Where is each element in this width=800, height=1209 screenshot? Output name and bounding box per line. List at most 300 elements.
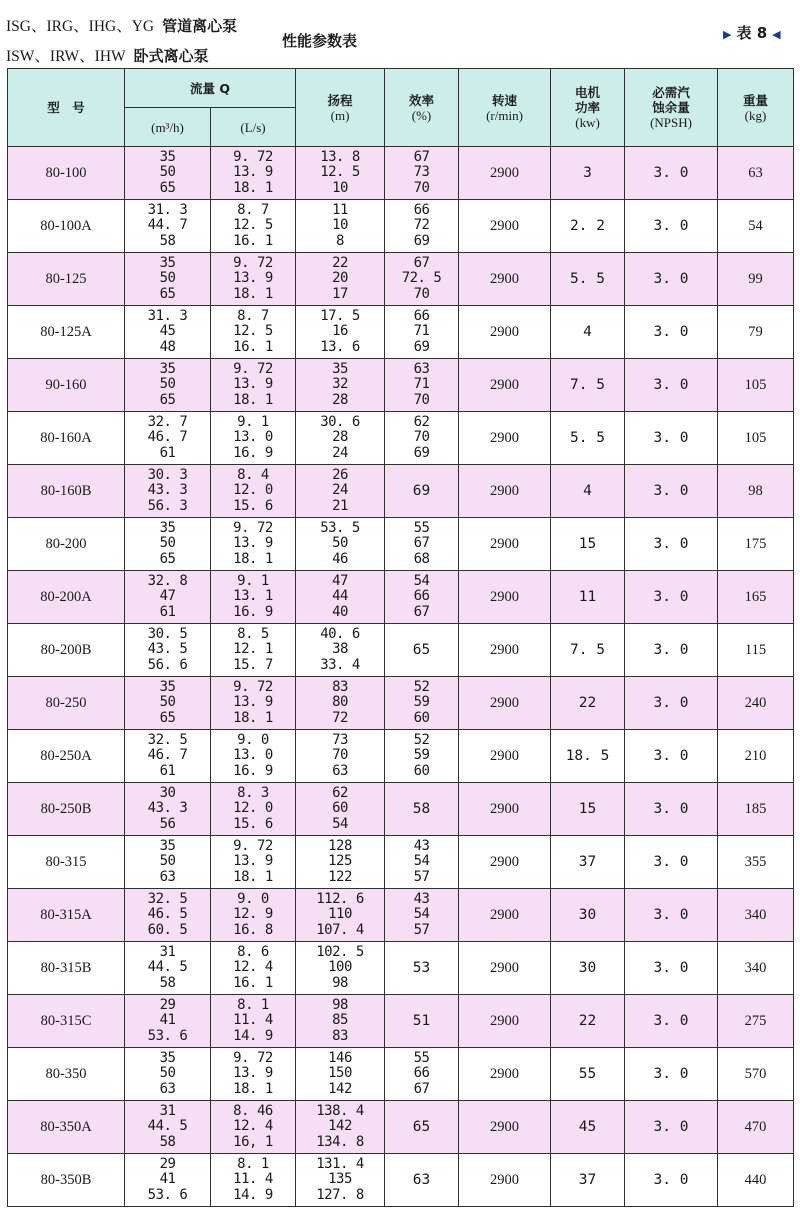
- cell-npsh: 3. 0: [625, 730, 718, 783]
- cell-npsh: 3. 0: [625, 147, 718, 200]
- cell-flow-ls-value: 16. 9: [233, 444, 273, 461]
- cell-flow-ls: [211, 1154, 296, 1207]
- cell-flow-ls-value: 15. 6: [233, 815, 273, 832]
- col-weight: [718, 69, 794, 147]
- cell-weight: 470: [718, 1101, 794, 1154]
- col-flow-ls: (L/s): [211, 108, 296, 147]
- cell-flow-ls-value: 11. 4: [233, 1171, 273, 1188]
- cell-flow-ls-value: 14. 9: [233, 1027, 273, 1044]
- cell-npsh: 3. 0: [625, 836, 718, 889]
- cell-power: 5. 5: [551, 412, 625, 465]
- cell-npsh: 3. 0: [625, 1154, 718, 1207]
- cell-flow-ls-value: 8. 7: [237, 201, 269, 218]
- cell-head: [296, 836, 385, 889]
- cell-model: 80-350A: [8, 1101, 125, 1154]
- table-row: [8, 677, 794, 730]
- cell-efficiency-value: 54: [413, 906, 430, 923]
- cell-head-value: 28: [332, 391, 348, 408]
- cell-flow-m3h: [125, 995, 211, 1048]
- table-row: [8, 518, 794, 571]
- cell-efficiency: 63: [385, 1154, 459, 1207]
- cell-flow-ls: [211, 1048, 296, 1101]
- cell-head-value: 40: [332, 603, 348, 620]
- cell-flow-ls-value: 8. 5: [237, 625, 269, 642]
- cell-head-value: 44: [332, 588, 348, 605]
- cell-flow-ls-value: 16. 9: [233, 762, 273, 779]
- cell-flow-m3h-value: 31: [159, 1102, 176, 1119]
- cell-head-value: 80: [332, 694, 348, 711]
- cell-weight: 340: [718, 942, 794, 995]
- cell-weight: 54: [718, 200, 794, 253]
- cell-npsh: 3. 0: [625, 889, 718, 942]
- cell-flow-ls-value: 11. 4: [233, 1012, 273, 1029]
- cell-flow-m3h-value: 43. 5: [147, 641, 188, 658]
- cell-speed: 2900: [459, 200, 551, 253]
- cell-npsh: 3. 0: [625, 518, 718, 571]
- cell-flow-m3h-value: 61: [159, 444, 176, 461]
- document-title: 性能参数表: [282, 32, 358, 50]
- cell-flow-ls-value: 13. 0: [233, 747, 273, 764]
- cell-flow-m3h-value: 30. 3: [147, 466, 188, 483]
- cell-weight: 63: [718, 147, 794, 200]
- cell-flow-m3h-value: 46. 5: [147, 906, 188, 923]
- cell-flow-ls-value: 13. 9: [233, 1065, 273, 1082]
- table-row: [8, 571, 794, 624]
- table-row: [8, 624, 794, 677]
- cell-efficiency-value: 43: [413, 837, 430, 854]
- table-row: [8, 465, 794, 518]
- cell-efficiency-value: 66: [413, 307, 430, 324]
- cell-efficiency-value: 57: [413, 868, 430, 885]
- cell-speed: 2900: [459, 571, 551, 624]
- cell-flow-m3h-value: 44. 5: [147, 1118, 188, 1135]
- cell-flow-m3h-value: 35: [159, 1049, 176, 1066]
- cell-head-value: 125: [328, 853, 352, 870]
- cell-flow-m3h-value: 65: [159, 709, 176, 726]
- cell-flow-ls-value: 8. 7: [237, 307, 269, 324]
- cell-model: 80-200: [8, 518, 125, 571]
- cell-head-value: 98: [332, 996, 348, 1013]
- cell-head-value: 142: [328, 1080, 352, 1097]
- cell-weight: 210: [718, 730, 794, 783]
- cell-npsh: 3. 0: [625, 571, 718, 624]
- cell-flow-m3h-value: 65: [159, 391, 176, 408]
- cell-flow-ls: [211, 836, 296, 889]
- cell-flow-m3h-value: 56: [159, 815, 176, 832]
- cell-head-value: 28: [332, 429, 348, 446]
- cell-flow-ls-value: 9. 72: [233, 837, 273, 854]
- cell-efficiency: [385, 147, 459, 200]
- cell-flow-ls-value: 8. 4: [237, 466, 269, 483]
- col-efficiency: [385, 69, 459, 147]
- cell-head: [296, 783, 385, 836]
- cell-flow-m3h-value: 45: [159, 323, 176, 340]
- cell-npsh: 3. 0: [625, 359, 718, 412]
- cell-power: 37: [551, 1154, 625, 1207]
- cell-flow-m3h-value: 50: [159, 1065, 176, 1082]
- cell-efficiency: [385, 571, 459, 624]
- table-row: [8, 253, 794, 306]
- cell-flow-m3h-value: 47: [159, 588, 176, 605]
- cell-efficiency-value: 54: [413, 853, 430, 870]
- table-row: [8, 942, 794, 995]
- cell-power: 22: [551, 677, 625, 730]
- cell-head-value: 47: [332, 572, 348, 589]
- cell-weight: 165: [718, 571, 794, 624]
- cell-weight: 105: [718, 412, 794, 465]
- cell-speed: 2900: [459, 518, 551, 571]
- cell-efficiency-value: 67: [413, 148, 430, 165]
- cell-flow-ls-value: 13. 9: [233, 853, 273, 870]
- cell-head: [296, 571, 385, 624]
- cell-head-value: 112. 6: [316, 890, 364, 907]
- cell-flow-m3h: [125, 465, 211, 518]
- col-head-label: 扬程: [327, 92, 353, 108]
- cell-flow-m3h-value: 65: [159, 285, 176, 302]
- cell-flow-ls-value: 16, 1: [233, 1133, 273, 1150]
- cell-speed: 2900: [459, 1154, 551, 1207]
- cell-head-value: 10: [332, 179, 348, 196]
- cell-power: 3: [551, 147, 625, 200]
- cell-efficiency-value: 68: [413, 550, 430, 567]
- cell-efficiency: [385, 730, 459, 783]
- cell-efficiency-value: 67: [413, 603, 430, 620]
- cell-efficiency-value: 66: [413, 1065, 430, 1082]
- cell-efficiency: [385, 412, 459, 465]
- cell-flow-m3h-value: 65: [159, 179, 176, 196]
- cell-flow-ls: [211, 889, 296, 942]
- cell-flow-m3h-value: 43. 3: [147, 482, 188, 499]
- cell-efficiency-value: 72: [413, 217, 430, 234]
- cell-head: [296, 147, 385, 200]
- cell-flow-m3h-value: 35: [159, 678, 176, 695]
- cell-flow-m3h: [125, 518, 211, 571]
- cell-head-value: 110: [328, 906, 352, 923]
- cell-flow-ls-value: 18. 1: [233, 1080, 273, 1097]
- cell-flow-m3h-value: 30: [159, 784, 176, 801]
- table-row: [8, 359, 794, 412]
- cell-flow-m3h-value: 41: [159, 1012, 176, 1029]
- cell-flow-ls: [211, 730, 296, 783]
- cell-flow-m3h-value: 65: [159, 550, 176, 567]
- cell-npsh: 3. 0: [625, 200, 718, 253]
- cell-head: [296, 1101, 385, 1154]
- cell-flow-ls-value: 12. 5: [233, 323, 273, 340]
- cell-head-value: 98: [332, 974, 348, 991]
- cell-flow-ls: [211, 995, 296, 1048]
- cell-flow-ls-value: 16. 8: [233, 921, 273, 938]
- cell-efficiency-value: 62: [413, 413, 430, 430]
- cell-npsh: 3. 0: [625, 253, 718, 306]
- col-power: [551, 69, 625, 147]
- cell-flow-ls: [211, 200, 296, 253]
- cell-speed: 2900: [459, 942, 551, 995]
- cell-flow-m3h: [125, 942, 211, 995]
- cell-efficiency: 53: [385, 942, 459, 995]
- col-weight-unit: (kg): [744, 107, 767, 123]
- cell-head: [296, 518, 385, 571]
- cell-flow-ls-value: 9. 72: [233, 519, 273, 536]
- cell-flow-ls-value: 18. 1: [233, 550, 273, 567]
- cell-head-value: 100: [328, 959, 352, 976]
- cell-head: [296, 1048, 385, 1101]
- cell-head: [296, 200, 385, 253]
- series-type-1: 管道离心泵: [162, 17, 238, 35]
- cell-speed: 2900: [459, 253, 551, 306]
- cell-flow-m3h-value: 50: [159, 694, 176, 711]
- cell-weight: 340: [718, 889, 794, 942]
- cell-flow-ls: [211, 412, 296, 465]
- cell-npsh: 3. 0: [625, 995, 718, 1048]
- col-power-unit: (kw): [575, 115, 600, 130]
- cell-head-value: 20: [332, 270, 348, 287]
- cell-flow-m3h: [125, 571, 211, 624]
- cell-head: [296, 995, 385, 1048]
- cell-efficiency: [385, 518, 459, 571]
- series-line-1: [6, 14, 237, 36]
- series-line-2: [6, 44, 209, 66]
- cell-model: 80-160A: [8, 412, 125, 465]
- cell-efficiency: 58: [385, 783, 459, 836]
- cell-flow-ls: [211, 306, 296, 359]
- cell-head-value: 72: [332, 709, 348, 726]
- cell-speed: 2900: [459, 677, 551, 730]
- cell-weight: 185: [718, 783, 794, 836]
- cell-flow-ls-value: 9. 72: [233, 148, 273, 165]
- cell-speed: 2900: [459, 412, 551, 465]
- cell-speed: 2900: [459, 889, 551, 942]
- cell-head-value: 33. 4: [320, 656, 360, 673]
- cell-power: 5. 5: [551, 253, 625, 306]
- cell-flow-m3h-value: 60. 5: [147, 921, 188, 938]
- cell-efficiency-value: 43: [413, 890, 430, 907]
- cell-flow-m3h-value: 41: [159, 1171, 176, 1188]
- cell-head-value: 38: [332, 641, 348, 658]
- cell-flow-m3h-value: 35: [159, 519, 176, 536]
- cell-head-value: 63: [332, 762, 348, 779]
- cell-head-value: 54: [332, 815, 348, 832]
- cell-npsh: 3. 0: [625, 465, 718, 518]
- cell-efficiency-value: 70: [413, 285, 430, 302]
- cell-head: [296, 677, 385, 730]
- cell-head: [296, 624, 385, 677]
- cell-power: 55: [551, 1048, 625, 1101]
- cell-head-value: 24: [332, 444, 348, 461]
- cell-flow-m3h-value: 31. 3: [147, 307, 188, 324]
- table-row: [8, 730, 794, 783]
- cell-speed: 2900: [459, 465, 551, 518]
- cell-flow-ls-value: 12. 1: [233, 641, 273, 658]
- cell-efficiency-value: 72. 5: [401, 270, 442, 287]
- cell-power: 15: [551, 518, 625, 571]
- cell-model: 80-315: [8, 836, 125, 889]
- cell-power: 2. 2: [551, 200, 625, 253]
- cell-flow-ls: [211, 942, 296, 995]
- cell-speed: 2900: [459, 147, 551, 200]
- cell-flow-ls: [211, 624, 296, 677]
- cell-flow-ls-value: 9. 1: [237, 572, 269, 589]
- cell-head-value: 8: [336, 232, 344, 249]
- col-npsh: [625, 69, 718, 147]
- cell-flow-ls-value: 8. 6: [237, 943, 269, 960]
- cell-npsh: 3. 0: [625, 1048, 718, 1101]
- cell-flow-ls-value: 16. 1: [233, 338, 273, 355]
- cell-model: 80-100A: [8, 200, 125, 253]
- cell-flow-m3h: [125, 1101, 211, 1154]
- cell-flow-m3h-value: 35: [159, 254, 176, 271]
- cell-flow-ls-value: 12. 4: [233, 1118, 273, 1135]
- cell-efficiency: [385, 253, 459, 306]
- cell-flow-m3h-value: 35: [159, 148, 176, 165]
- cell-flow-m3h-value: 53. 6: [147, 1027, 188, 1044]
- col-model: 型 号: [8, 69, 125, 147]
- header-row-1: [8, 69, 794, 108]
- cell-flow-m3h-value: 31. 3: [147, 201, 188, 218]
- cell-power: 30: [551, 942, 625, 995]
- cell-flow-ls-value: 14. 9: [233, 1186, 273, 1203]
- cell-flow-ls-value: 13. 9: [233, 376, 273, 393]
- cell-flow-m3h: [125, 306, 211, 359]
- cell-model: 80-250B: [8, 783, 125, 836]
- cell-flow-m3h: [125, 677, 211, 730]
- cell-power: 15: [551, 783, 625, 836]
- cell-power: 37: [551, 836, 625, 889]
- cell-flow-ls-value: 9. 72: [233, 254, 273, 271]
- cell-power: 7. 5: [551, 359, 625, 412]
- cell-efficiency: 51: [385, 995, 459, 1048]
- cell-flow-ls-value: 12. 9: [233, 906, 273, 923]
- cell-head-value: 73: [332, 731, 348, 748]
- cell-flow-ls: [211, 677, 296, 730]
- cell-flow-m3h-value: 50: [159, 270, 176, 287]
- cell-weight: 79: [718, 306, 794, 359]
- cell-flow-m3h: [125, 359, 211, 412]
- cell-power: 18. 5: [551, 730, 625, 783]
- cell-flow-ls-value: 13. 9: [233, 535, 273, 552]
- cell-efficiency: [385, 889, 459, 942]
- cell-flow-ls-value: 13. 1: [233, 588, 273, 605]
- cell-head-value: 22: [332, 254, 348, 271]
- cell-npsh: 3. 0: [625, 677, 718, 730]
- cell-flow-ls-value: 18. 1: [233, 709, 273, 726]
- cell-head: [296, 306, 385, 359]
- cell-flow-m3h: [125, 412, 211, 465]
- cell-head-value: 40. 6: [320, 625, 360, 642]
- cell-efficiency-value: 71: [413, 323, 430, 340]
- cell-model: 80-200A: [8, 571, 125, 624]
- cell-flow-m3h-value: 46. 7: [147, 429, 188, 446]
- cell-flow-ls-value: 16. 9: [233, 603, 273, 620]
- cell-efficiency-value: 57: [413, 921, 430, 938]
- cell-flow-ls: [211, 359, 296, 412]
- table-row: [8, 995, 794, 1048]
- cell-flow-m3h-value: 32. 5: [147, 731, 188, 748]
- cell-flow-m3h-value: 43. 3: [147, 800, 188, 817]
- cell-flow-m3h-value: 63: [159, 1080, 176, 1097]
- cell-speed: 2900: [459, 836, 551, 889]
- cell-head-value: 134. 8: [316, 1133, 364, 1150]
- cell-efficiency: [385, 200, 459, 253]
- cell-head-value: 83: [332, 1027, 348, 1044]
- cell-flow-m3h-value: 32. 8: [147, 572, 188, 589]
- cell-flow-ls: [211, 783, 296, 836]
- cell-flow-ls-value: 8. 1: [237, 1155, 269, 1172]
- cell-npsh: 3. 0: [625, 412, 718, 465]
- cell-flow-ls: [211, 571, 296, 624]
- cell-flow-m3h-value: 56. 6: [147, 656, 188, 673]
- cell-flow-m3h: [125, 730, 211, 783]
- cell-head-value: 150: [328, 1065, 352, 1082]
- cell-head-value: 138. 4: [316, 1102, 364, 1119]
- cell-power: 22: [551, 995, 625, 1048]
- cell-flow-ls-value: 9. 0: [237, 731, 269, 748]
- cell-flow-ls-value: 12. 5: [233, 217, 273, 234]
- cell-flow-ls-value: 13. 9: [233, 694, 273, 711]
- cell-speed: 2900: [459, 995, 551, 1048]
- cell-flow-ls-value: 18. 1: [233, 868, 273, 885]
- cell-npsh: 3. 0: [625, 306, 718, 359]
- cell-weight: 105: [718, 359, 794, 412]
- cell-flow-m3h-value: 61: [159, 762, 176, 779]
- cell-flow-m3h-value: 58: [159, 232, 176, 249]
- cell-head: [296, 1154, 385, 1207]
- cell-weight: 98: [718, 465, 794, 518]
- cell-efficiency-value: 67: [413, 535, 430, 552]
- cell-flow-m3h: [125, 147, 211, 200]
- cell-flow-ls-value: 12. 0: [233, 482, 273, 499]
- col-head: [296, 69, 385, 147]
- cell-efficiency-value: 55: [413, 1049, 430, 1066]
- cell-model: 80-160B: [8, 465, 125, 518]
- cell-flow-m3h-value: 58: [159, 974, 176, 991]
- cell-head-value: 35: [332, 360, 348, 377]
- cell-head-value: 32: [332, 376, 348, 393]
- cell-flow-m3h-value: 53. 6: [147, 1186, 188, 1203]
- cell-efficiency: 69: [385, 465, 459, 518]
- cell-flow-ls-value: 13. 9: [233, 270, 273, 287]
- cell-model: 80-100: [8, 147, 125, 200]
- cell-efficiency-value: 52: [413, 678, 430, 695]
- cell-efficiency: [385, 306, 459, 359]
- table-number: 表 8: [736, 24, 768, 42]
- cell-head-value: 127. 8: [316, 1186, 364, 1203]
- table-row: [8, 200, 794, 253]
- cell-head-value: 26: [332, 466, 348, 483]
- cell-head-value: 131. 4: [316, 1155, 364, 1172]
- cell-weight: 99: [718, 253, 794, 306]
- cell-flow-m3h-value: 44. 5: [147, 959, 188, 976]
- cell-weight: 240: [718, 677, 794, 730]
- cell-head: [296, 359, 385, 412]
- cell-model: 80-250A: [8, 730, 125, 783]
- col-speed: [459, 69, 551, 147]
- cell-head-value: 135: [328, 1171, 352, 1188]
- cell-flow-m3h-value: 32. 7: [147, 413, 188, 430]
- cell-efficiency-value: 54: [413, 572, 430, 589]
- table-label: [718, 22, 786, 43]
- cell-speed: 2900: [459, 624, 551, 677]
- cell-head-value: 83: [332, 678, 348, 695]
- cell-weight: 115: [718, 624, 794, 677]
- cell-head-value: 24: [332, 482, 348, 499]
- cell-efficiency-value: 70: [413, 179, 430, 196]
- table-row: [8, 889, 794, 942]
- cell-efficiency-value: 59: [413, 694, 430, 711]
- cell-model: 80-350B: [8, 1154, 125, 1207]
- col-npsh-unit: (NPSH): [650, 115, 692, 130]
- cell-efficiency: [385, 1048, 459, 1101]
- cell-flow-m3h-value: 50: [159, 376, 176, 393]
